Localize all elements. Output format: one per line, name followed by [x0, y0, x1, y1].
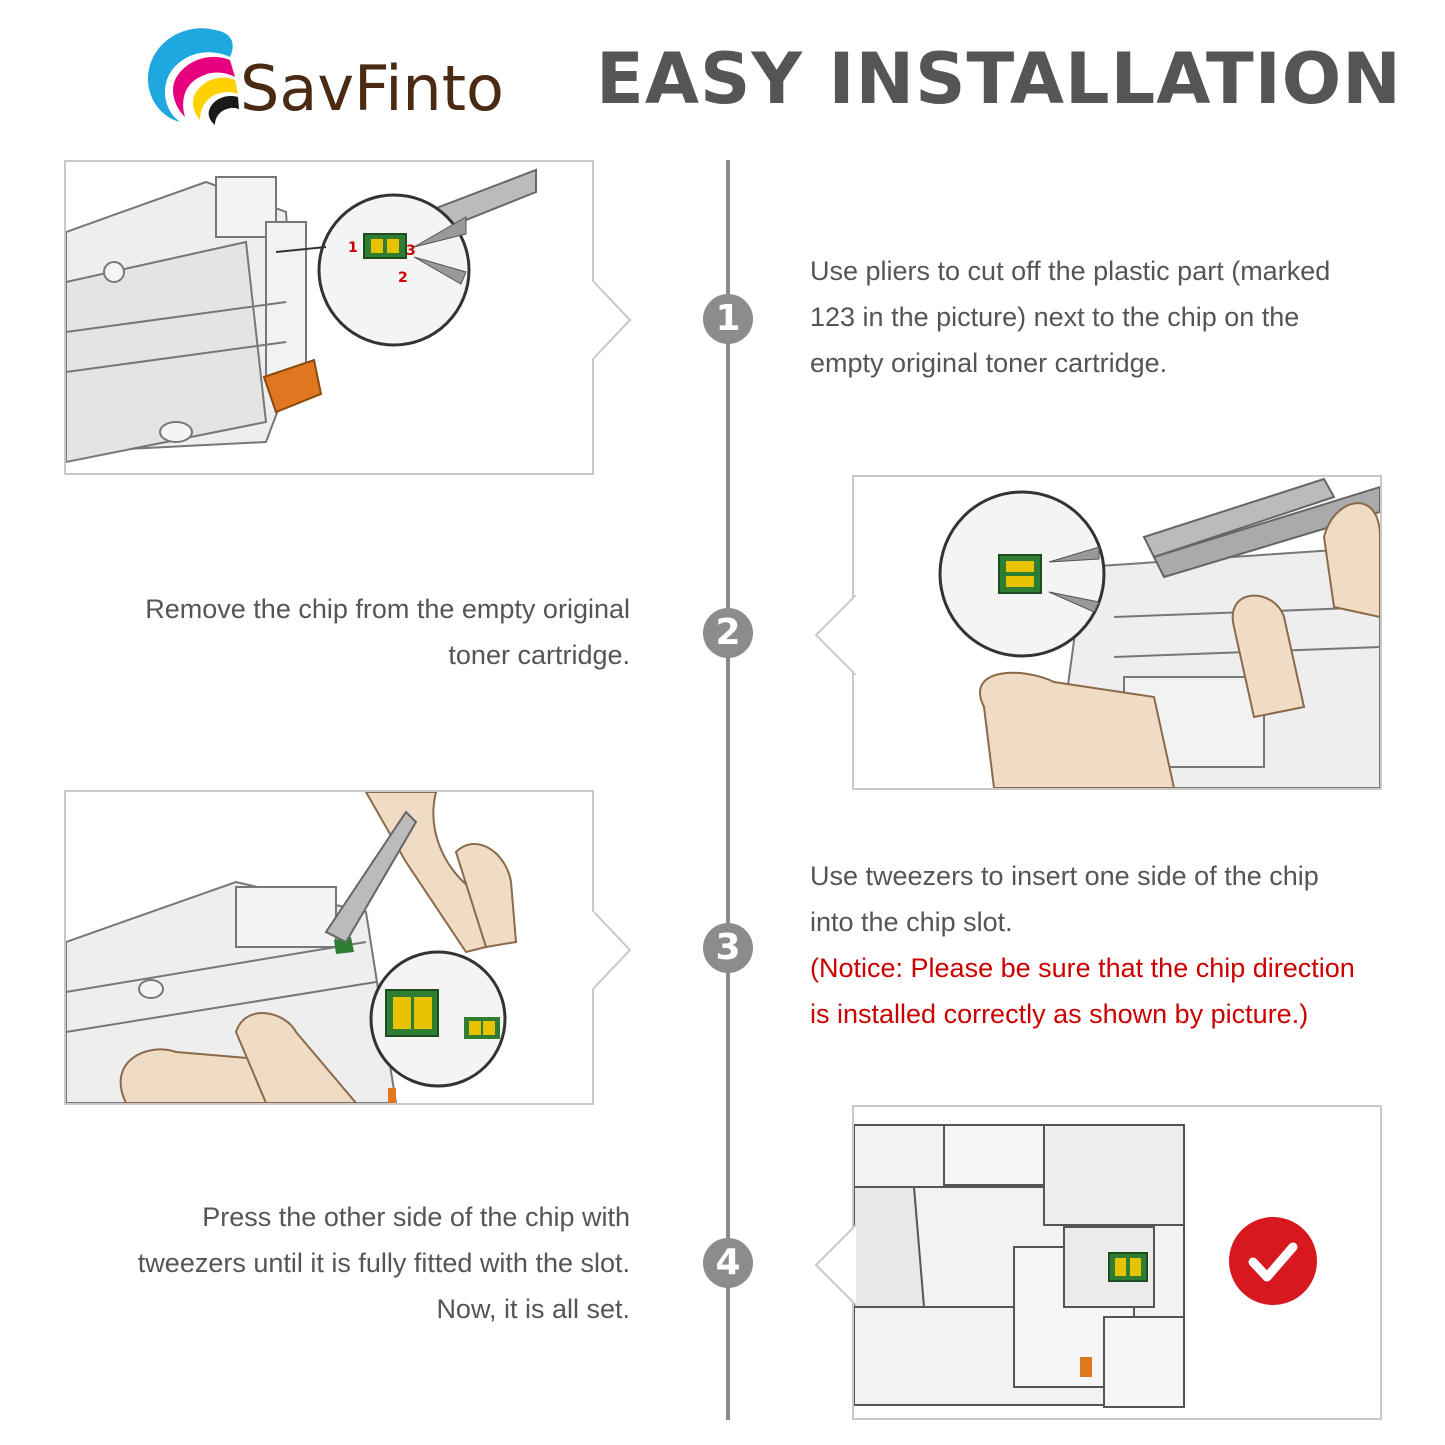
step-2-text	[40, 586, 630, 678]
step-2-line: Remove the chip from the empty original	[145, 594, 630, 624]
step-4-text	[40, 1194, 630, 1332]
step-3-notice-line: (Notice: Please be sure that the chip direction	[810, 953, 1355, 983]
step-2-line: toner cartridge.	[448, 640, 630, 670]
step-1-illustration	[64, 160, 594, 475]
swirl-logo-icon	[145, 22, 240, 127]
callout-label-1: 1	[348, 240, 358, 256]
step-3-illustration	[64, 790, 594, 1105]
step-number-3: 3	[703, 923, 753, 973]
step-4-line: Now, it is all set.	[436, 1294, 630, 1324]
step-3-line: into the chip slot.	[810, 907, 1013, 937]
callout-pointer	[814, 1225, 856, 1305]
callout-label-3: 3	[406, 243, 416, 259]
callout-label-2: 2	[398, 270, 408, 286]
step-number-1: 1	[703, 294, 753, 344]
timeline-line	[726, 160, 730, 1420]
callout-pointer	[814, 595, 856, 675]
brand-logo	[145, 22, 525, 132]
step-number-4: 4	[703, 1238, 753, 1288]
page-title: EASY INSTALLATION	[596, 38, 1402, 120]
step-number-2: 2	[703, 608, 753, 658]
callout-pointer	[592, 910, 632, 990]
step-1-line: empty original toner cartridge.	[810, 348, 1168, 378]
callout-pointer	[592, 280, 632, 360]
step-1-text	[810, 248, 1400, 386]
step-3-notice-line: is installed correctly as shown by picture.)	[810, 999, 1309, 1029]
step-2-illustration	[852, 475, 1382, 790]
step-1-line: Use pliers to cut off the plastic part (marked	[810, 256, 1331, 286]
step-3-text	[810, 853, 1410, 1037]
brand-name: SavFinto	[240, 52, 504, 125]
step-1-line: 123 in the picture) next to the chip on the	[810, 302, 1300, 332]
step-3-line: Use tweezers to insert one side of the chip	[810, 861, 1319, 891]
step-4-illustration	[852, 1105, 1382, 1420]
step-4-line: Press the other side of the chip with	[202, 1202, 630, 1232]
step-4-line: tweezers until it is fully fitted with the slot.	[137, 1248, 630, 1278]
checkmark-icon	[1229, 1217, 1317, 1305]
